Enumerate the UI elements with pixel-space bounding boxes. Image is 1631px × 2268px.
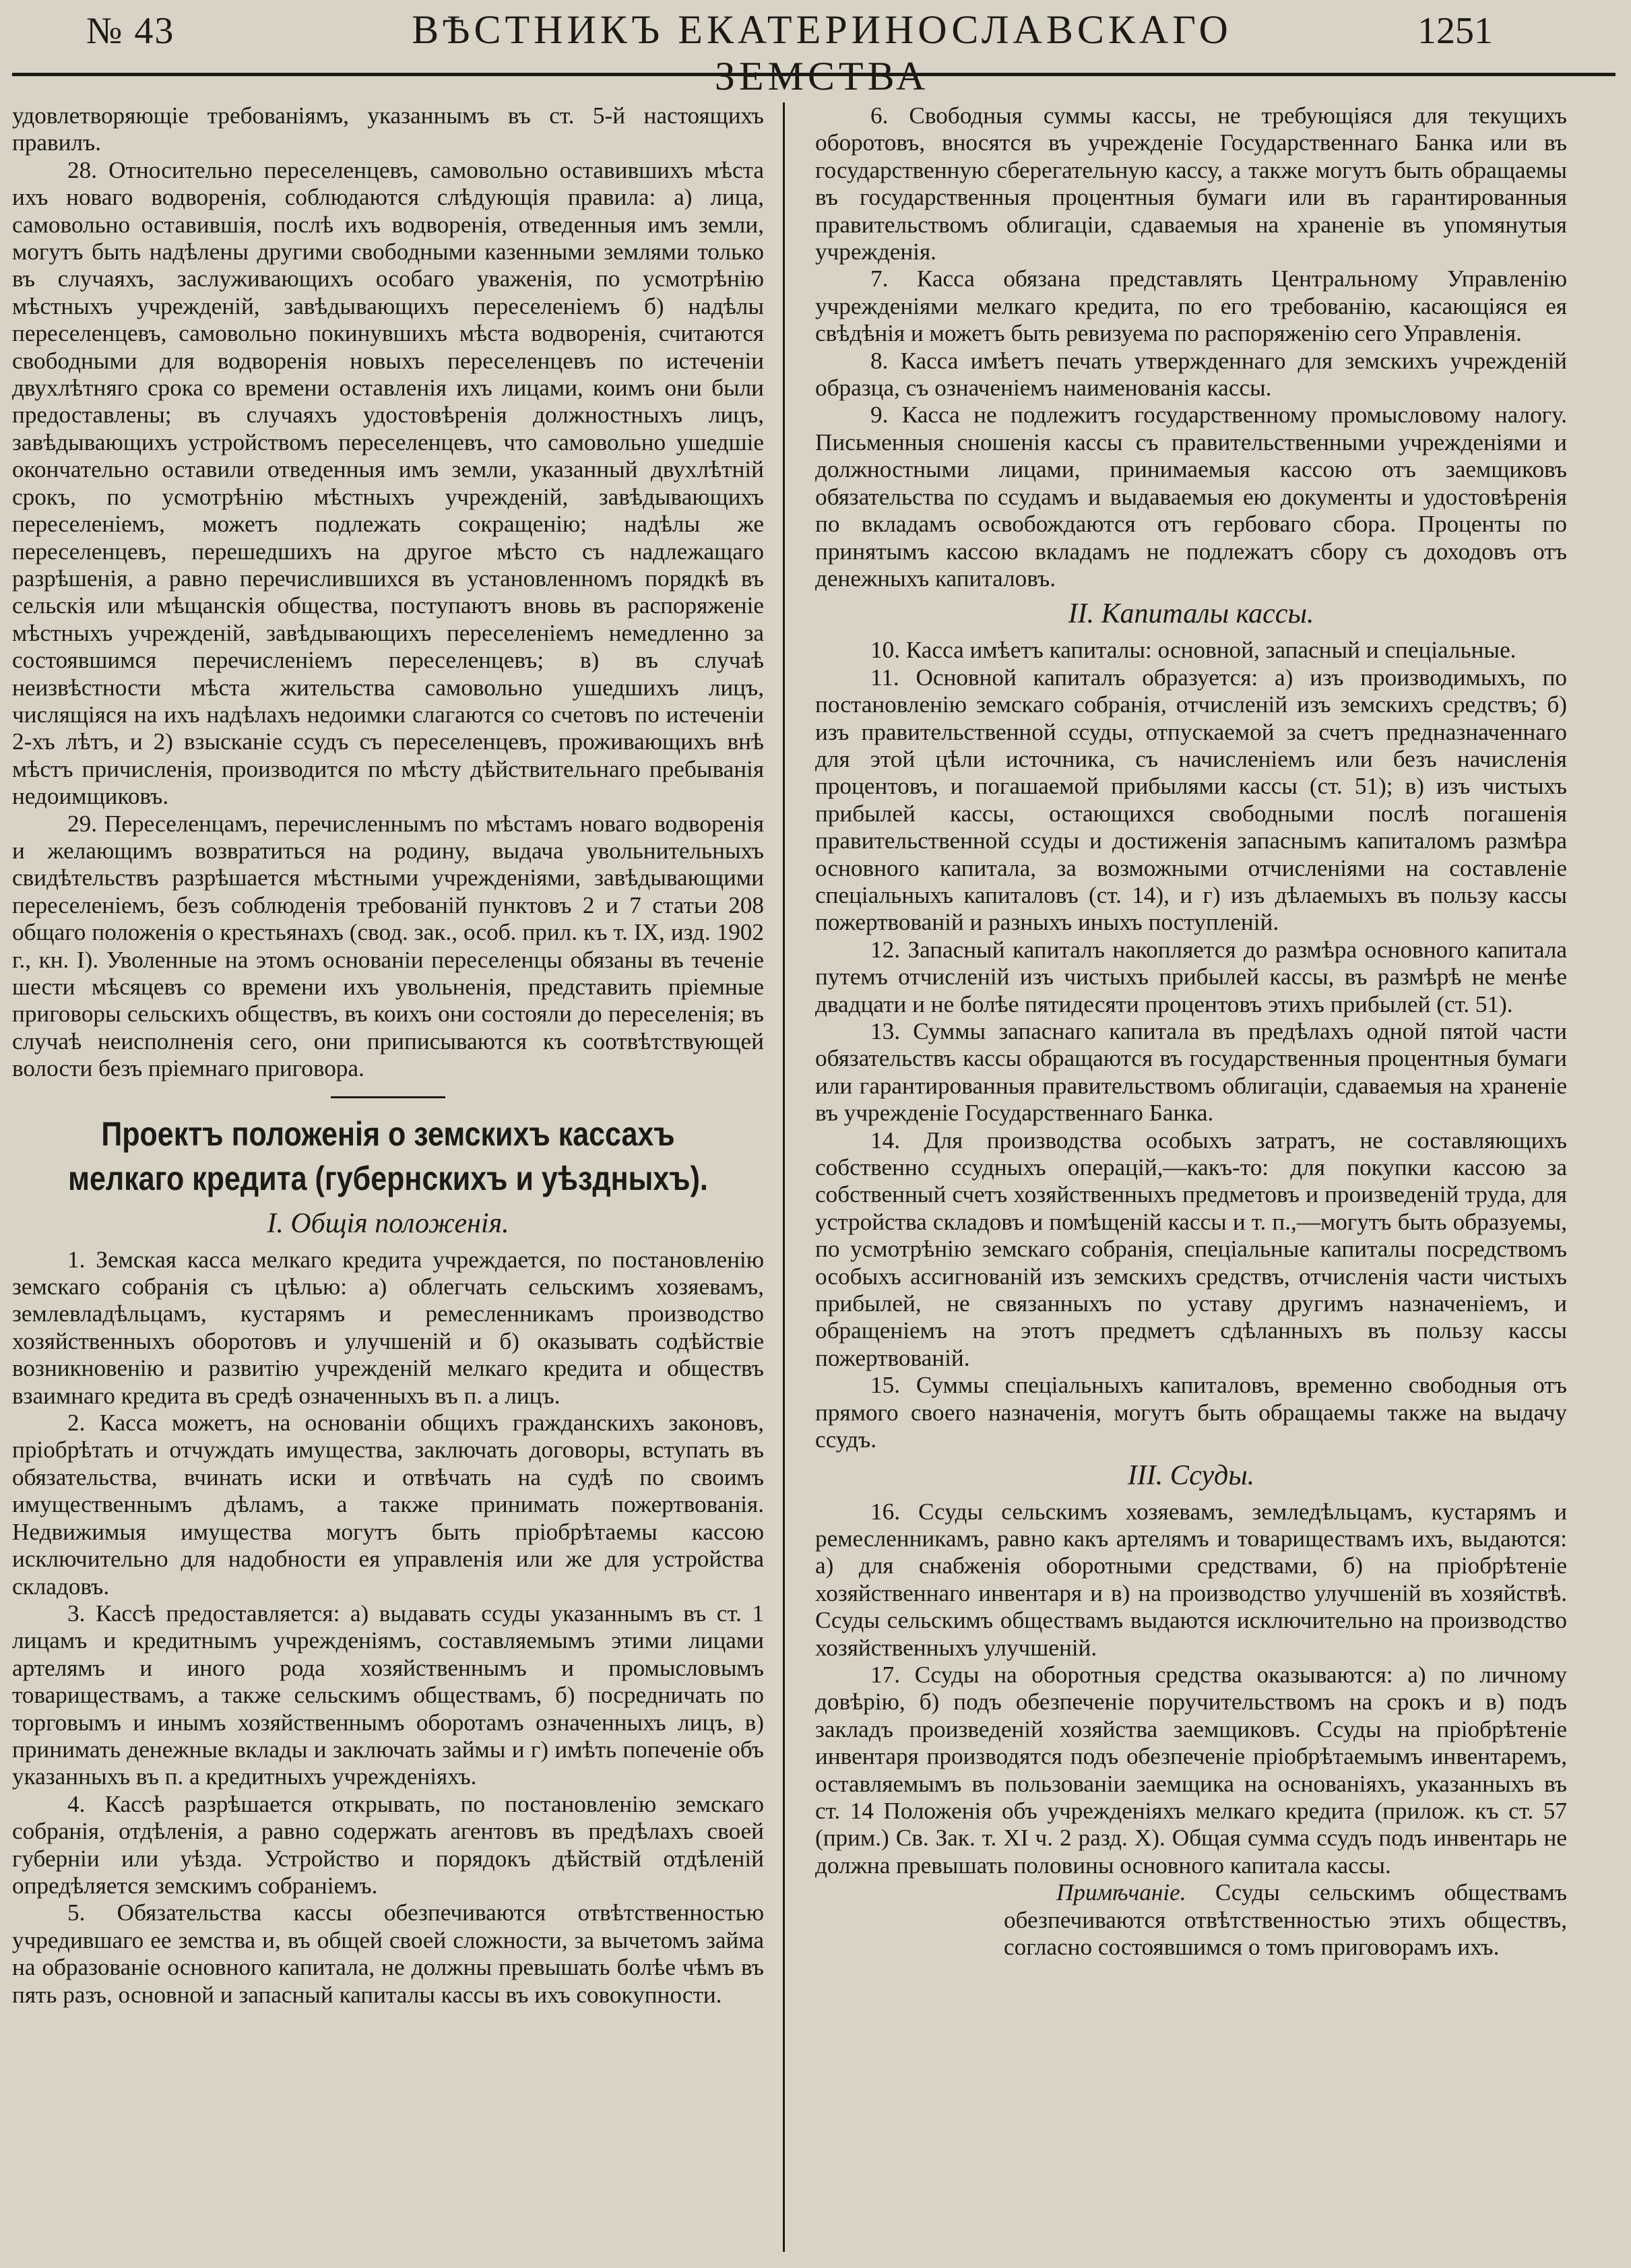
paragraph-9: 9. Касса не подлежитъ государственному промысловому налогу. Письменныя сношенія кассы съ правительственными учрежденіями и должностными лицами, принимаемыя кассою отъ заемщиковъ обязательства по ссудамъ и выдаваемыя ею документы и удостовѣренія по вкладамъ освобождаются отъ гербоваго сбора. Проценты по принятымъ кассою вкладамъ не подлежатъ сбору съ доходовъ отъ денежныхъ капиталовъ. bbox=[815, 402, 1567, 592]
paragraph-2: 2. Касса можетъ, на основаніи общихъ гражданскихъ законовъ, пріобрѣтать и отчуждать имущества, заключать договоры, вступать въ обязательства, вчинать иски и отвѣчать на судѣ по своимъ имущественнымъ дѣламъ, а также принимать пожертвованія. Недвижимыя имущества могутъ быть пріобрѣтаемы кассою исключительно для надобности ея управленія или же для устройства складовъ. bbox=[12, 1410, 764, 1600]
paragraph-29: 29. Переселенцамъ, перечисленнымъ по мѣстамъ новаго водворенія и желающимъ возвратиться на родину, выдача увольнительныхъ свидѣтельствъ разрѣшается мѣстными учрежденіями, завѣдывающими переселеніемъ, безъ соблюденія требованій пунктовъ 2 и 7 статьи 208 общаго положенія о крестьянахъ (свод. зак., особ. прил. къ т. IX, изд. 1902 г., кн. I). Уволенные на этомъ основаніи переселенцы обязаны въ теченіе шести мѣсяцевъ со времени ихъ увольненія, представить пріемные приговоры сельскихъ обществъ, въ коихъ они состояли до переселенія; въ случаѣ неисполненія сего, они приписываются къ соотвѣтствующей волости безъ пріемнаго приговора. bbox=[12, 810, 764, 1082]
paragraph-13: 13. Суммы запаснаго капитала въ предѣлахъ одной пятой части обязательствъ кассы обращаются въ государственныя процентныя бумаги или гарантированныя правительствомъ облигаціи, сдаваемыя на храненіе въ учрежденіе Государственнаго Банка. bbox=[815, 1018, 1567, 1127]
paragraph-10: 10. Касса имѣетъ капиталы: основной, запасный и спеціальные. bbox=[870, 637, 1516, 664]
section-divider bbox=[331, 1096, 445, 1098]
paragraph-intro: удовлетворяющіе требованіямъ, указаннымъ въ ст. 5-й настоящихъ правилъ. bbox=[12, 102, 764, 156]
note-paragraph bbox=[815, 1879, 1567, 1961]
paragraph-14: 14. Для производства особыхъ затратъ, не составляющихъ собственно ссудныхъ операцій,—какъ-то: для покупки кассою за собственный счетъ хозяйственныхъ предметовъ и произведеній труда, для устройства складовъ и помѣщеній кассы и т. п.,—могутъ быть образуемы, по усмотрѣнію земскаго собранія, спеціальные капиталы посредствомъ особыхъ ассигнованій изъ земскихъ средствъ, отчисленія части чистыхъ прибылей, не связанныхъ по уставу другимъ назначеніемъ, и обращеніемъ на этотъ предметъ сдѣланныхъ въ пользу кассы пожертвованій. bbox=[815, 1127, 1567, 1371]
section-heading-1: I. Общія положенія. bbox=[267, 1207, 509, 1239]
paragraph-11: 11. Основной капиталъ образуется: а) изъ производимыхъ, по постановленію земскаго собранія, отчисленій изъ земскихъ средствъ; б) изъ правительственной ссуды, отпускаемой за счетъ предназначеннаго для этой цѣли источника, съ начисленіемъ или безъ начисленія процентовъ, и погашаемой прибылями кассы (ст. 51); в) изъ чистыхъ прибылей кассы, остающихся свободными послѣ погашенія правительственной ссуды и достиженія запаснымъ капиталомъ размѣра основного капитала, за возможными отчисленіями на составленіе спеціальныхъ капиталовъ (ст. 14), и г) изъ дѣлаемыхъ въ пользу кассы пожертвованій и разныхъ иныхъ поступленій. bbox=[815, 664, 1567, 936]
left-column bbox=[12, 102, 764, 2252]
column-divider bbox=[783, 102, 785, 2252]
project-title: Проектъ положенія о земскихъ кассахъ мелкаго кредита (губернскихъ и уѣздныхъ). bbox=[68, 1114, 708, 1197]
issue-number: № 43 bbox=[86, 10, 175, 52]
paragraph-17: 17. Ссуды на оборотныя средства оказываются: а) по личному довѣрію, б) подъ обезпеченіе поручительствомъ на срокъ и в) подъ закладъ произведеній хозяйства заемщиковъ. Ссуды на пріобрѣтеніе инвентаря производятся подъ обезпеченіе пріобрѣтаемымъ инвентаремъ, оставляемымъ въ пользованіи заемщика на основаніяхъ, указанныхъ въ ст. 14 Положенія объ учрежденіяхъ мелкаго кредита (прилож. къ ст. 57 (прим.) Св. Зак. т. XI ч. 2 разд. X). Общая сумма ссудъ подъ инвентарь не должна превышать половины основного капитала кассы. bbox=[815, 1661, 1567, 1879]
paragraph-5: 5. Обязательства кассы обезпечиваются отвѣтственностью учредившаго ее земства и, въ общей своей сложности, за вычетомъ займа на образованіе основного капитала, не должны превышать болѣе чѣмъ въ пять разъ, основной и запасный капиталы кассы въ ихъ совокупности. bbox=[12, 1899, 764, 2008]
note-label: Примѣчаніе. bbox=[1056, 1879, 1186, 1906]
paragraph-1: 1. Земская касса мелкаго кредита учреждается, по постановленію земскаго собранія съ цѣлью: а) облегчать сельскимъ хозяевамъ, землевладѣльцамъ, кустарямъ и ремесленникамъ производство хозяйственныхъ оборотовъ и улучшеній и б) оказывать содѣйствіе возникновенію и развитію учрежденій мелкаго кредита и обществъ взаимнаго кредита въ средѣ означенныхъ въ п. а лицъ. bbox=[12, 1246, 764, 1409]
paragraph-6: 6. Свободныя суммы кассы, не требующіяся для текущихъ оборотовъ, вносятся въ учрежденіе Государственнаго Банка или въ государственную сберегательную кассу, а также могутъ быть обращаемы въ государственныя процентныя бумаги или въ гарантированныя правительствомъ облигаціи, сдаваемыя на храненіе въ упомянутыя учрежденія. bbox=[815, 102, 1567, 265]
masthead bbox=[0, 0, 1631, 98]
paragraph-12: 12. Запасный капиталъ накопляется до размѣра основного капитала путемъ отчисленій изъ чистыхъ прибылей кассы, въ размѣрѣ не менѣе двадцати и не болѣе пятидесяти процентовъ этихъ прибылей (ст. 51). bbox=[815, 936, 1567, 1017]
header-rule bbox=[12, 73, 1616, 76]
journal-title: ВѢСТНИКЪ ЕКАТЕРИНОСЛАВСКАГО ЗЕМСТВА bbox=[412, 7, 1232, 98]
page-number: 1251 bbox=[1417, 10, 1493, 52]
paragraph-8: 8. Касса имѣетъ печать утвержденнаго для земскихъ учрежденій образца, съ означеніемъ наименованія кассы. bbox=[815, 347, 1567, 402]
right-column bbox=[815, 102, 1567, 2252]
section-heading-2: II. Капиталы кассы. bbox=[1068, 598, 1314, 630]
section-heading-3: III. Ссуды. bbox=[1127, 1459, 1255, 1491]
paragraph-3: 3. Кассѣ предоставляется: а) выдавать ссуды указаннымъ въ ст. 1 лицамъ и кредитнымъ учрежденіямъ, составляемымъ этими лицами артелямъ и иного рода хозяйственнымъ и промысловымъ товариществамъ, а также сельскимъ обществамъ, б) посредничать по торговымъ и инымъ хозяйственнымъ оборотамъ означенныхъ лицъ, в) принимать денежные вклады и заключать займы и г) имѣть попеченіе объ указанныхъ въ п. а кредитныхъ учрежденіяхъ. bbox=[12, 1600, 764, 1790]
note-text: Ссуды сельскимъ обществамъ обезпечиваются отвѣтственностью этихъ обществъ, согласно состоявшимся о томъ приговорамъ ихъ. bbox=[1004, 1879, 1567, 1960]
paragraph-15: 15. Суммы спеціальныхъ капиталовъ, временно свободныя отъ прямого своего назначенія, могутъ быть обращаемы также на выдачу ссудъ. bbox=[815, 1372, 1567, 1453]
paragraph-16: 16. Ссуды сельскимъ хозяевамъ, земледѣльцамъ, кустарямъ и ремесленникамъ, равно какъ артелямъ и товариществамъ ихъ, выдаются: а) для снабженія оборотными средствами, б) на пріобрѣтеніе хозяйственнаго инвентаря и в) на производство улучшеній въ хозяйствѣ. Ссуды сельскимъ обществамъ выдаются исключительно на производство хозяйственныхъ улучшеній. bbox=[815, 1498, 1567, 1661]
paragraph-4: 4. Кассѣ разрѣшается открывать, по постановленію земскаго собранія, отдѣленія, а равно содержать агентовъ въ предѣлахъ своей губерніи или уѣзда. Устройство и порядокъ дѣйствій отдѣленій опредѣляется земскимъ собраніемъ. bbox=[12, 1790, 764, 1899]
paragraph-28: 28. Относительно переселенцевъ, самовольно оставившихъ мѣста ихъ новаго водворенія, соблюдаются слѣдующія правила: а) лица, самовольно оставившія, послѣ ихъ водворенія, отведенныя имъ земли, могутъ быть надѣлены другими свободными казенными землями только въ случаяхъ, заслуживающихъ особаго уваженія, по усмотрѣнію мѣстныхъ учрежденій, завѣдывающихъ переселеніемъ б) надѣлы переселенцевъ, самовольно покинувшихъ мѣста водворенія, считаются свободными для водворенія новыхъ переселенцевъ по истеченіи двухлѣтняго срока со времени оставленія ихъ лицами, коимъ они были предоставлены; въ случаяхъ удостовѣренія должностныхъ лицъ, завѣдывающихъ устройствомъ переселенцевъ, что самовольно ушедшіе окончательно оставили отведенныя имъ земли, указанный двухлѣтній срокъ, по усмотрѣнію мѣстныхъ учрежденій, завѣдывающихъ переселеніемъ, можетъ подлежать сокращенію; надѣлы же переселенцевъ, перешедшихъ на другое мѣсто съ надлежащаго разрѣшенія, а равно перечислившихся въ установленномъ порядкѣ въ сельскія или мѣщанскія общества, поступаютъ вновь въ распоряженіе мѣстныхъ учрежденій, завѣдывающихъ переселеніемъ немедленно за состоявшимся перечисленіемъ переселенцевъ; в) въ случаѣ неизвѣстности мѣста жительства самовольно ушедшихъ лицъ, числящіяся на ихъ надѣлахъ недоимки слагаются со счетовъ по истеченіи 2-хъ лѣтъ, и 2) взысканіе ссудъ съ переселенцевъ, проживающихъ внѣ мѣстъ причисленія, производится по мѣсту дѣйствительнаго пребыванія недоимщиковъ. bbox=[12, 156, 764, 810]
paragraph-7: 7. Касса обязана представлять Центральному Управленію учрежденіями мелкаго кредита, по его требованію, касающіяся ея свѣдѣнія и можетъ быть ревизуема по распоряженію сего Управленія. bbox=[815, 265, 1567, 347]
